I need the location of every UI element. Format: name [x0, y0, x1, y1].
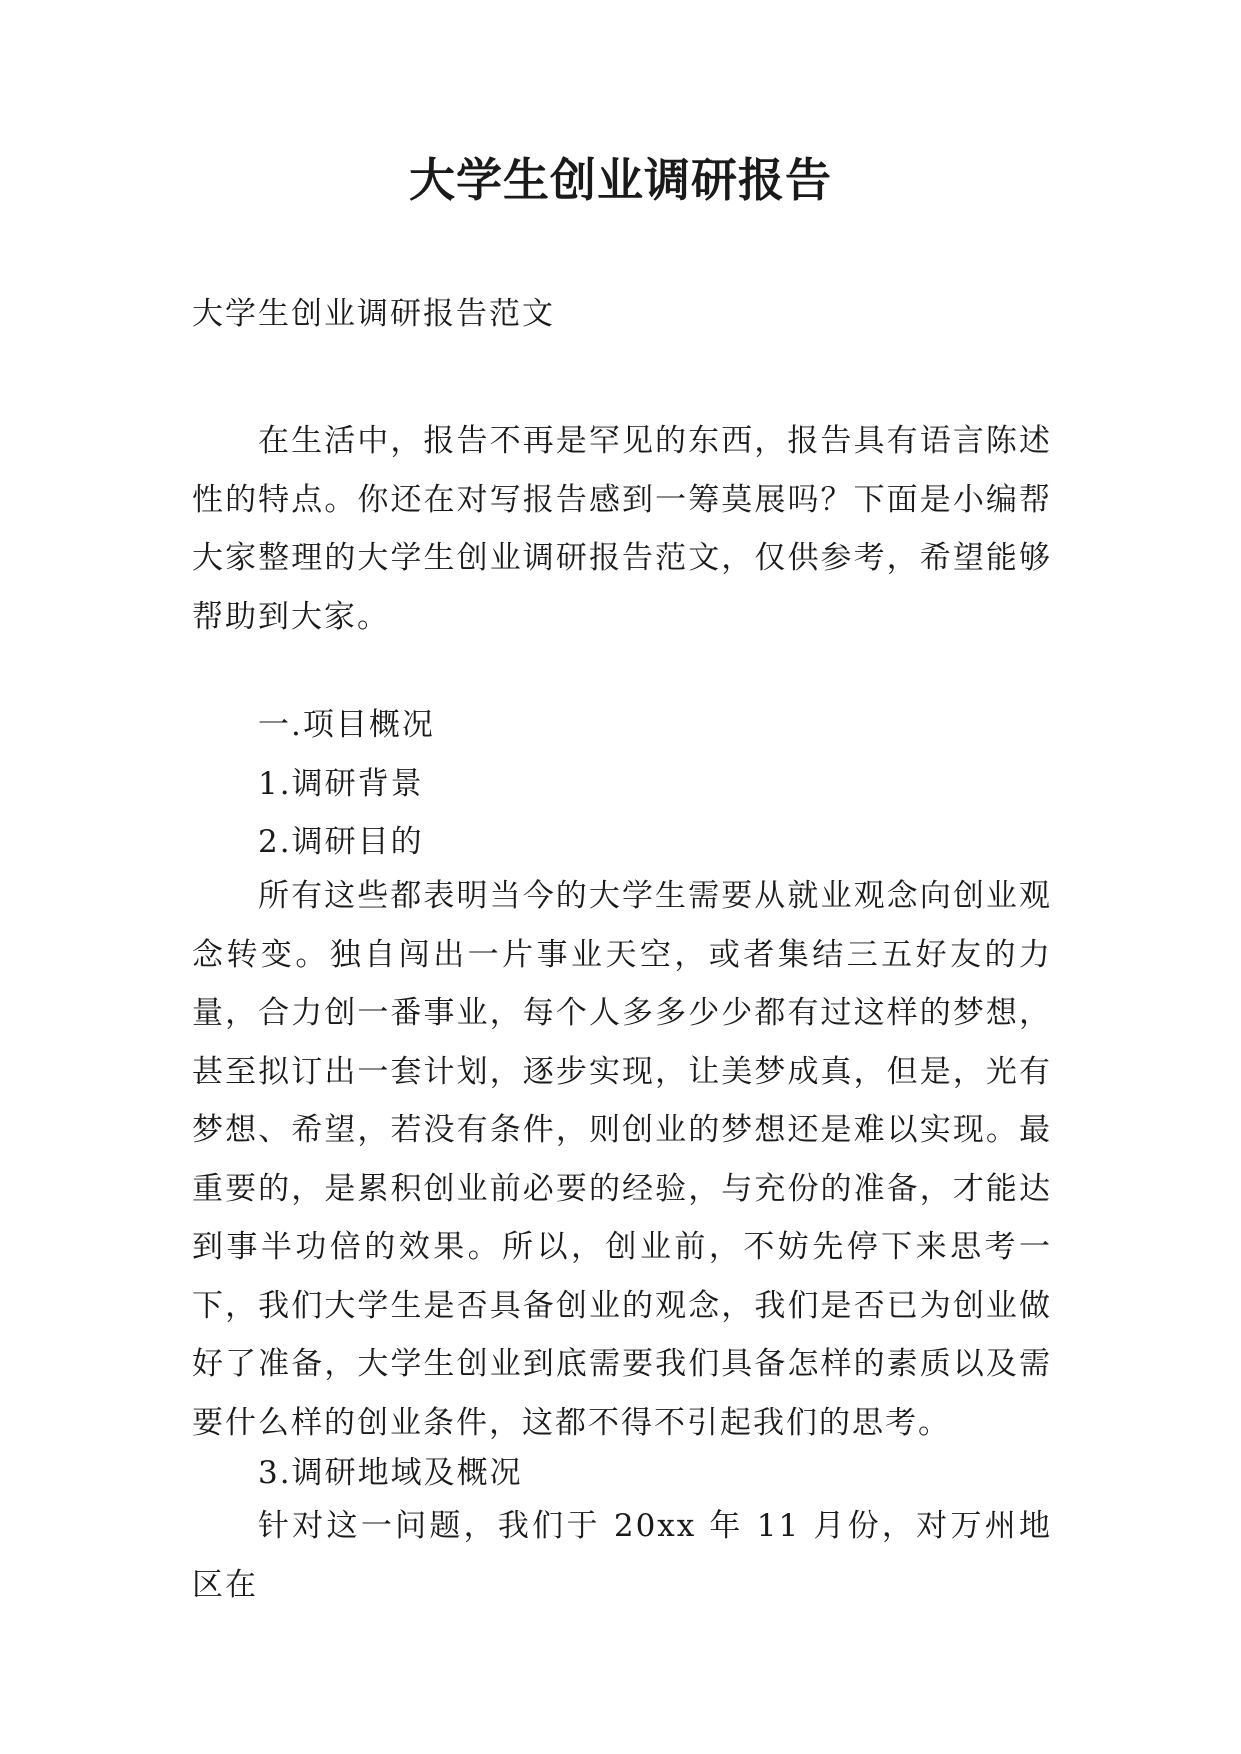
- intro-paragraph: 在生活中，报告不再是罕见的东西，报告具有语言陈述性的特点。你还在对写报告感到一筹莫展吗？下面是小编帮大家整理的大学生创业调研报告范文，仅供参考，希望能够帮助到大家。: [192, 423, 1052, 635]
- section-heading-project-overview: 一.项目概况: [258, 707, 435, 743]
- purpose-paragraph: 所有这些都表明当今的大学生需要从就业观念向创业观念转变。独自闯出一片事业天空，或者集结三五好友的力量，合力创一番事业，每个人多多少少都有过这样的梦想，甚至拟订出一套计划，逐步实现，让美梦成真，但是，光有梦想、希望，若没有条件，则创业的梦想还是难以实现。最重要的，是累积创业前必要的经验，与充份的准备，才能达到事半功倍的效果。所以，创业前，不妨先停下来思考一下，我们大学生是否具备创业的观念，我们是否已为创业做好了准备，大学生创业到底需要我们具备怎样的素质以及需要什么样的创业条件，这都不得不引起我们的思考。: [192, 878, 1052, 1441]
- document-subtitle: 大学生创业调研报告范文: [192, 296, 555, 332]
- document-title: 大学生创业调研报告: [409, 153, 832, 207]
- item-heading-purpose: 2.调研目的: [258, 824, 424, 860]
- item-heading-region: 3.调研地域及概况: [258, 1455, 523, 1491]
- item-heading-background: 1.调研背景: [258, 766, 424, 802]
- survey-paragraph: 针对这一问题，我们于 20xx 年 11 月份，对万州地区在: [192, 1508, 1052, 1603]
